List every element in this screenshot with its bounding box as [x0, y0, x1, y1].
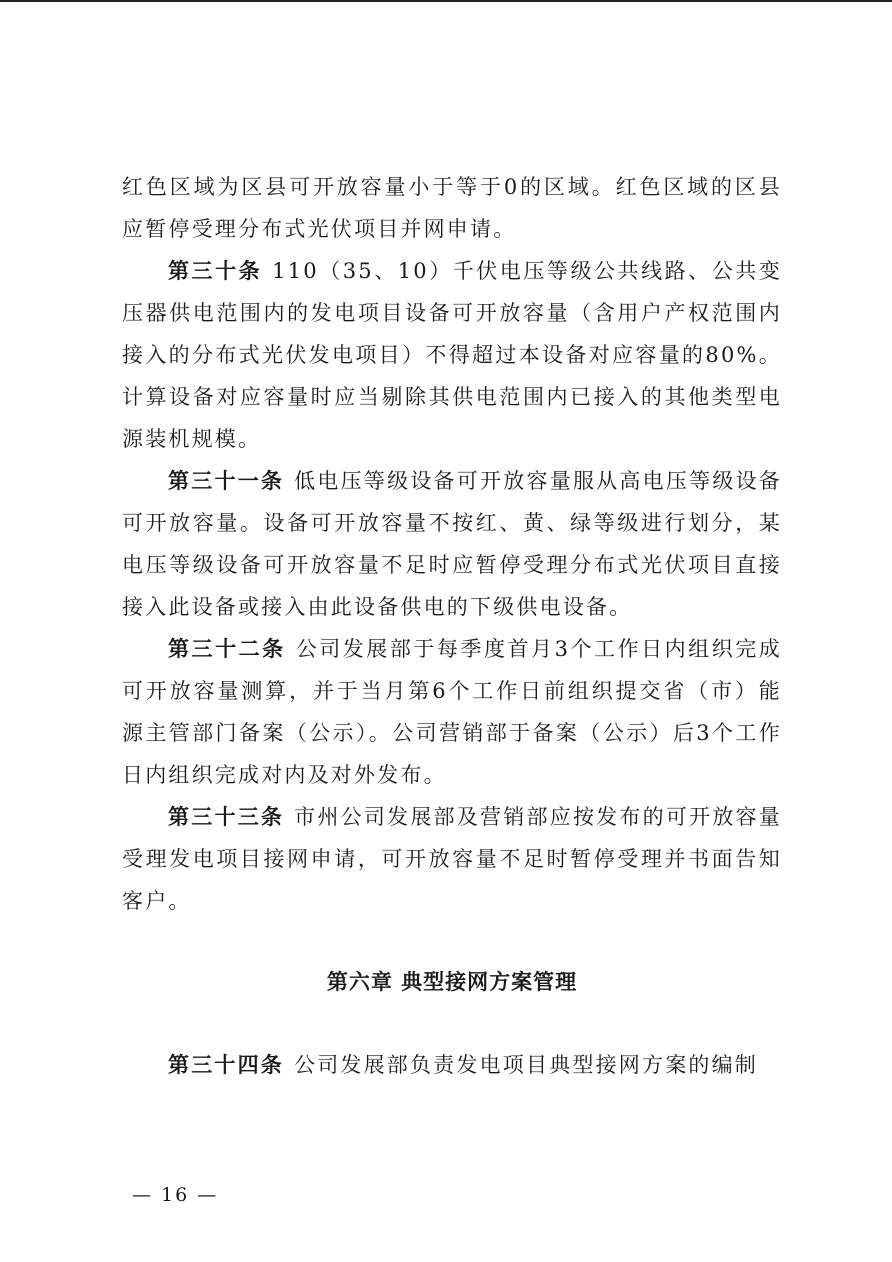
article-heading: 第三十一条	[168, 469, 285, 493]
article-heading: 第三十四条	[168, 1053, 284, 1077]
page-top-border	[0, 0, 892, 2]
article-31	[122, 460, 782, 628]
paragraph-continuation	[122, 166, 782, 250]
article-text: 公司发展部负责发电项目典型接网方案的编制	[294, 1053, 758, 1077]
article-text: 低电压等级设备可开放容量服从高电压等级设备可开放容量。设备可开放容量不按红、黄、绿等级进行划分，某电压等级设备可开放容量不足时应暂停受理分布式光伏项目直接接入此设备或接入由此设备供电的下级供电设备。	[122, 469, 783, 619]
article-33	[122, 796, 782, 922]
chapter-title: 第六章 典型接网方案管理	[326, 970, 578, 994]
article-32	[122, 628, 782, 796]
article-30	[122, 250, 782, 460]
article-text: 市州公司发展部及营销部应按发布的可开放容量受理发电项目接网申请，可开放容量不足时暂停受理并书面告知客户。	[122, 805, 783, 913]
page-number: — 16 —	[132, 1184, 219, 1206]
paragraph-text: 红色区域为区县可开放容量小于等于0的区域。红色区域的区县应暂停受理分布式光伏项目并网申请。	[122, 175, 782, 241]
article-heading: 第三十二条	[168, 637, 286, 661]
article-heading: 第三十条	[168, 259, 263, 283]
article-text: 110（35、10）千伏电压等级公共线路、公共变压器供电范围内的发电项目设备可开放容量（含用户产权范围内接入的分布式光伏发电项目）不得超过本设备对应容量的80%。计算设备对应容量时应当剔除其供电范围内已接入的其他类型电源装机规模。	[122, 259, 782, 451]
article-heading: 第三十三条	[168, 805, 285, 829]
document-body	[122, 166, 782, 922]
article-text: 公司发展部于每季度首月3个工作日内组织完成可开放容量测算，并于当月第6个工作日前组织提交省（市）能源主管部门备案（公示）。公司营销部于备案（公示）后3个工作日内组织完成对内及对外发布。	[122, 637, 782, 787]
article-34	[122, 1044, 782, 1086]
document-body-continued	[122, 1044, 782, 1086]
